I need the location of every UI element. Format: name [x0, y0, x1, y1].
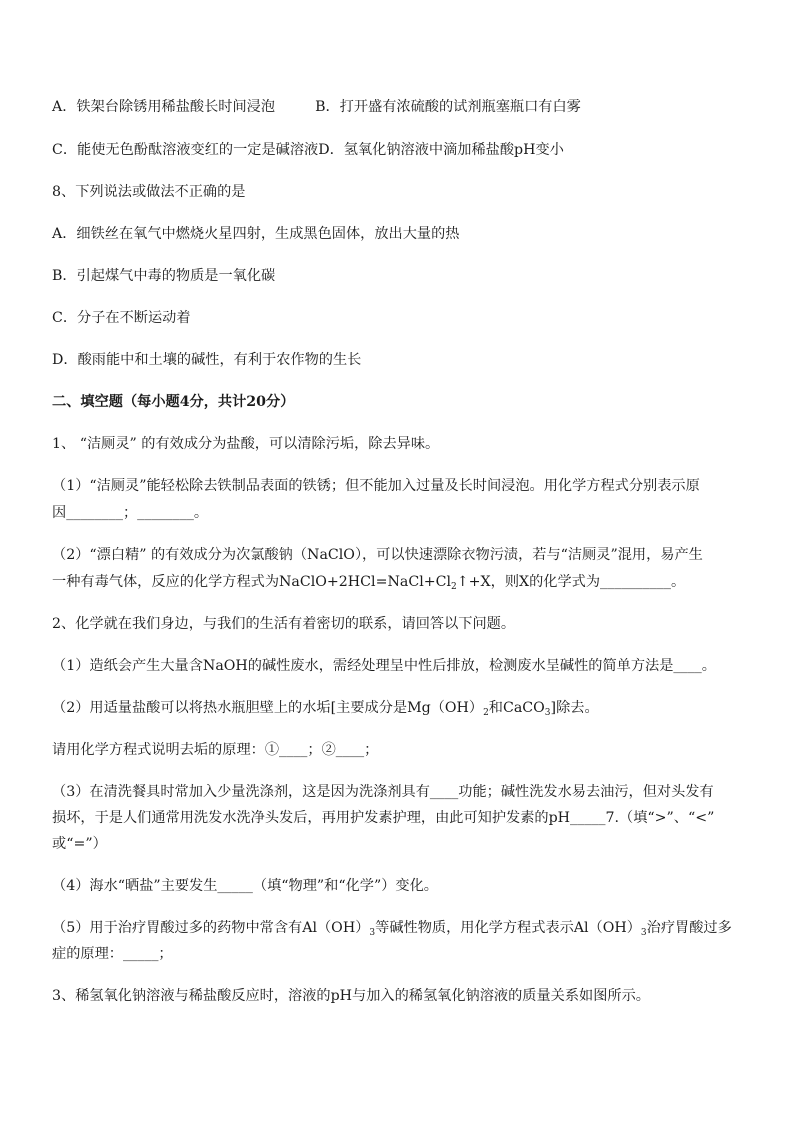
subscript: 3 [369, 928, 376, 938]
q7-option-b: B．打开盛有浓硫酸的试剂瓶塞瓶口有白雾 [315, 99, 581, 115]
q8-option-d: D．酸雨能中和土壤的碱性，有利于农作物的生长 [52, 352, 362, 368]
fill2-part3-line3: 或“=”） [52, 836, 107, 852]
fill1-part1-line2: 因________；________。 [52, 505, 209, 521]
q7-option-a: A．铁架台除锈用稀盐酸长时间浸泡 [52, 99, 276, 115]
fill2-part2-post: ]除去。 [550, 700, 599, 716]
fill1-stem: 1、 “洁厕灵” 的有效成分为盐酸，可以清除污垢，除去异味。 [52, 436, 440, 452]
fill2-part1: （1）造纸会产生大量含NaOH的碱性废水，需经处理呈中性后排放，检测废水呈碱性的简单方法是____。 [52, 658, 716, 674]
q7-options-row2 [52, 140, 754, 160]
fill3-stem: 3、稀氢氧化钠溶液与稀盐酸反应时，溶液的pH与加入的稀氢氧化钠溶液的质量关系如图所示。 [52, 988, 650, 1004]
fill2-part3-line2: 损坏，于是人们通常用洗发水洗净头发后，再用护发素护理，由此可知护发素的pH_____7.（填“>”、“<” [52, 810, 715, 826]
fill2-part5-post: 治疗胃酸过多 [646, 920, 732, 936]
fill2-part2 [52, 698, 754, 720]
q7-options-row1 [52, 97, 754, 117]
section-title: 二、填空题（每小题4分，共计20分） [52, 394, 295, 410]
fill2-part5-line2: 症的原理：_____； [52, 946, 173, 962]
fill1-part2-line1: （2）“漂白精” 的有效成分为次氯酸钠（NaClO），可以快速漂除衣物污渍，若与“洁厕灵”混用，易产生 [52, 547, 703, 563]
fill1-equation-post: ↑+X，则X的化学式为__________。 [456, 574, 686, 590]
fill2-part5-pre: （5）用于治疗胃酸过多的药物中常含有Al（OH） [52, 920, 370, 936]
fill2-part2-mid: 和CaCO [488, 700, 545, 716]
fill2-part2-line2: 请用化学方程式说明去垢的原理：①____；②____； [52, 742, 379, 758]
subscript: 2 [451, 582, 457, 592]
subscript: 3 [640, 928, 647, 938]
fill2-part3-line1: （3）在清洗餐具时常加入少量洗涤剂，这是因为洗涤剂具有____功能；碱性洗发水易去油污，但对头发有 [52, 784, 714, 800]
q8-stem: 8、下列说法或做法不正确的是 [52, 184, 246, 200]
subscript: 3 [544, 708, 551, 718]
fill1-part2-line2 [52, 572, 754, 594]
fill2-part5-line1 [52, 918, 754, 940]
subscript: 2 [483, 708, 489, 718]
fill2-stem: 2、化学就在我们身边，与我们的生活有着密切的联系，请回答以下问题。 [52, 616, 516, 632]
fill1-part1-line1: （1）“洁厕灵”能轻松除去铁制品表面的铁锈；但不能加入过量及长时间浸泡。用化学方程式分别表示原 [52, 478, 700, 494]
q8-option-c: C．分子在不断运动着 [52, 310, 191, 326]
fill2-part4: （4）海水“晒盐”主要发生_____（填“物理”和“化学”）变化。 [52, 878, 438, 894]
q8-option-b: B．引起煤气中毒的物质是一氧化碳 [52, 268, 276, 284]
q8-option-a: A．细铁丝在氧气中燃烧火星四射，生成黑色固体，放出大量的热 [52, 226, 460, 242]
q7-option-d: D．氢氧化钠溶液中滴加稀盐酸pH变小 [318, 142, 564, 158]
fill1-equation-pre: 一种有毒气体，反应的化学方程式为NaClO+2HCl=NaCl+Cl [52, 574, 452, 590]
fill2-part5-mid: 等碱性物质，用化学方程式表示Al（OH） [375, 920, 641, 936]
q7-option-c: C．能使无色酚酞溶液变红的一定是碱溶液 [52, 142, 319, 158]
fill2-part2-pre: （2）用适量盐酸可以将热水瓶胆壁上的水垢[主要成分是Mg（OH） [52, 700, 484, 716]
